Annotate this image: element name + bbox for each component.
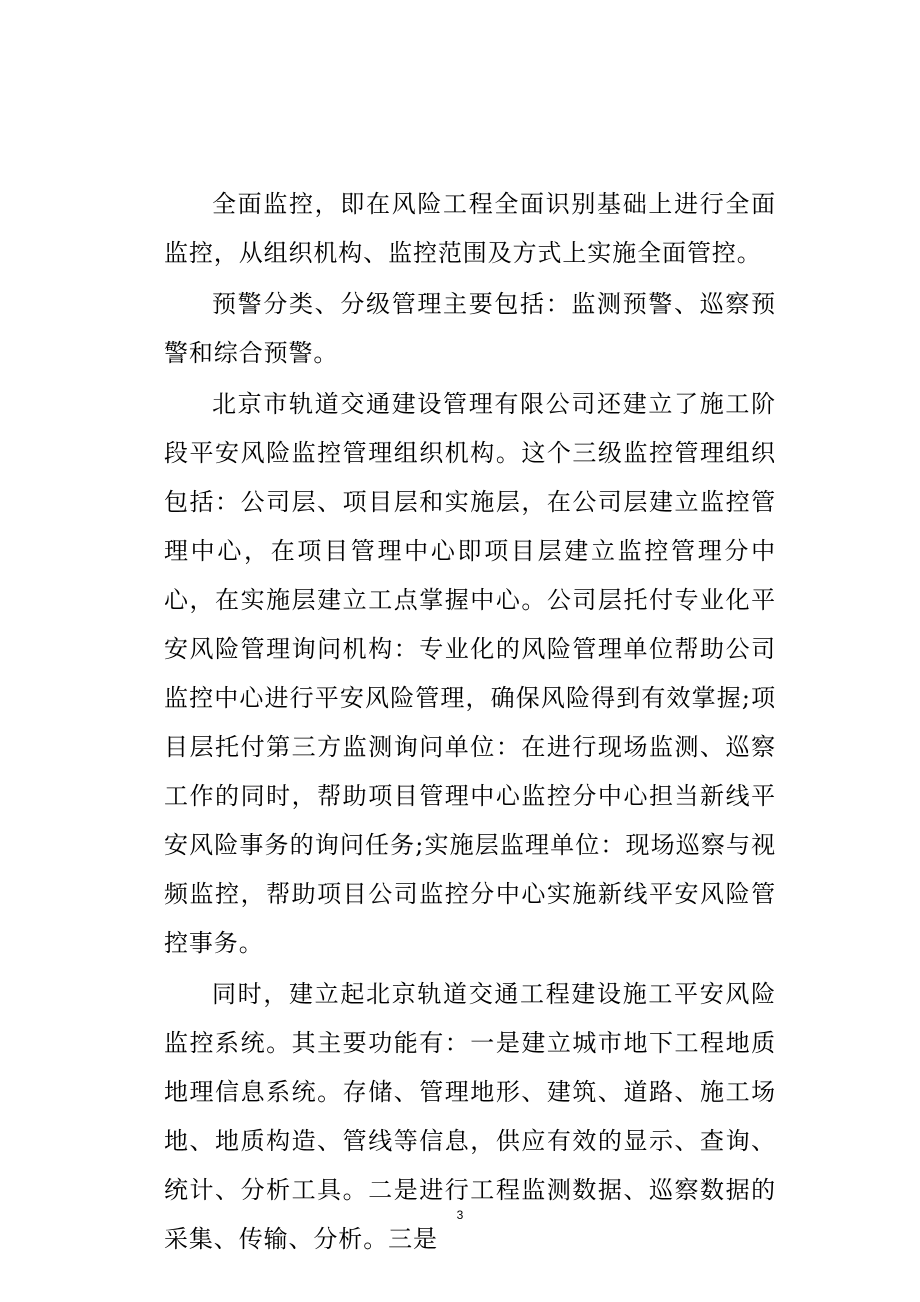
- page-number: 3: [456, 1208, 464, 1222]
- document-body: [164, 180, 776, 1266]
- paragraph-monitoring-system: 同时，建立起北京轨道交通工程建设施工平安风险监控系统。其主要功能有：一是建立城市地下工程地质地理信息系统。存储、管理地形、建筑、道路、施工场地、地质构造、管线等信息，供应有效的显示、查询、统计、分析工具。二是进行工程监测数据、巡察数据的采集、传输、分析。三是: [164, 980, 776, 1253]
- paragraph-organization-structure: 北京市轨道交通建设管理有限公司还建立了施工阶段平安风险监控管理组织机构。这个三级监控管理组织包括：公司层、项目层和实施层，在公司层建立监控管理中心，在项目管理中心即项目层建立监控管理分中心，在实施层建立工点掌握中心。公司层托付专业化平安风险管理询问机构：专业化的风险管理单位帮助公司监控中心进行平安风险管理，确保风险得到有效掌握;项目层托付第三方监测询问单位：在进行现场监测、巡察工作的同时，帮助项目管理中心监控分中心担当新线平安风险事务的询问任务;实施层监理单位：现场巡察与视频监控，帮助项目公司监控分中心实施新线平安风险管控事务。: [164, 390, 776, 957]
- paragraph-warning-classification: 预警分类、分级管理主要包括：监测预警、巡察预警和综合预警。: [164, 290, 776, 367]
- paragraph-full-monitoring: 全面监控，即在风险工程全面识别基础上进行全面监控，从组织机构、监控范围及方式上实施全面管控。: [164, 190, 776, 267]
